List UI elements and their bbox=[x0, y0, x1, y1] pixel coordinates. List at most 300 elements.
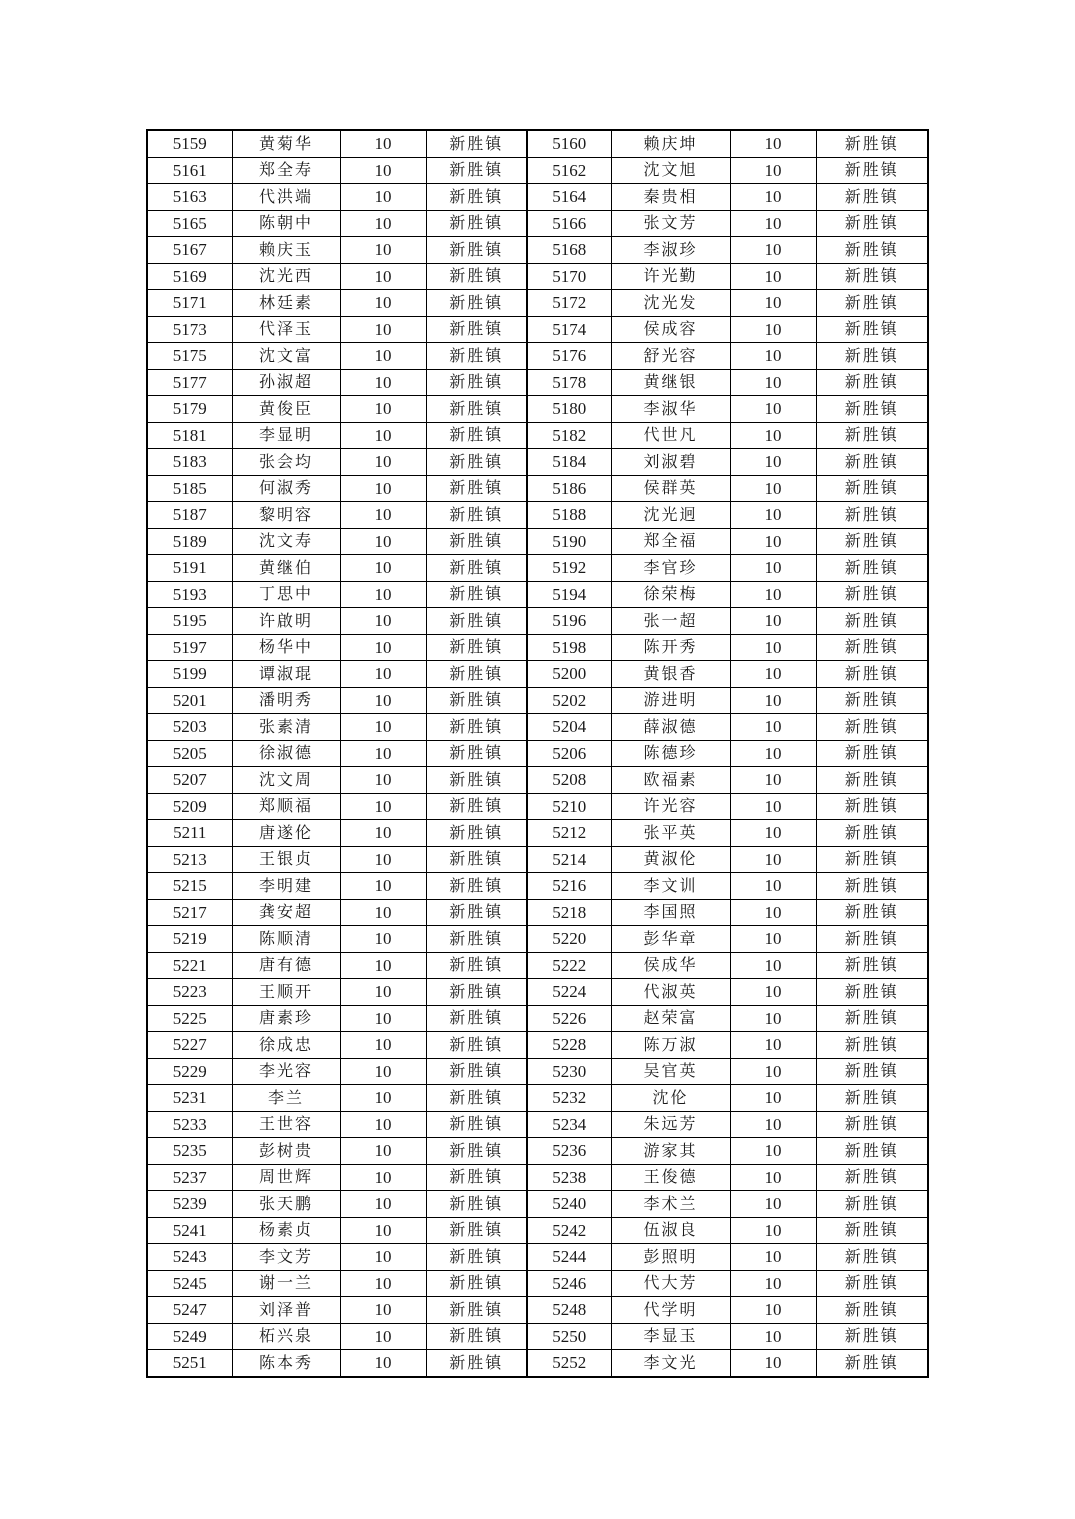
table-row bbox=[147, 210, 928, 237]
right-id-cell: 5208 bbox=[527, 767, 611, 794]
right-id-cell: 5244 bbox=[527, 1244, 611, 1271]
right-town-cell: 新胜镇 bbox=[816, 820, 928, 847]
left-name-cell: 李兰 bbox=[232, 1085, 340, 1112]
table-row bbox=[147, 1058, 928, 1085]
right-id-cell: 5180 bbox=[527, 396, 611, 423]
right-id-cell: 5164 bbox=[527, 184, 611, 211]
right-amount-cell: 10 bbox=[730, 634, 816, 661]
right-id-cell: 5212 bbox=[527, 820, 611, 847]
right-id-cell: 5182 bbox=[527, 422, 611, 449]
right-id-cell: 5188 bbox=[527, 502, 611, 529]
right-amount-cell: 10 bbox=[730, 1164, 816, 1191]
right-town-cell: 新胜镇 bbox=[816, 263, 928, 290]
right-id-cell: 5246 bbox=[527, 1270, 611, 1297]
left-id-cell: 5237 bbox=[147, 1164, 232, 1191]
left-id-cell: 5217 bbox=[147, 899, 232, 926]
table-row bbox=[147, 820, 928, 847]
left-amount-cell: 10 bbox=[340, 634, 426, 661]
left-amount-cell: 10 bbox=[340, 1297, 426, 1324]
right-name-cell: 沈光迥 bbox=[611, 502, 730, 529]
left-name-cell: 彭树贵 bbox=[232, 1138, 340, 1165]
right-town-cell: 新胜镇 bbox=[816, 793, 928, 820]
right-town-cell: 新胜镇 bbox=[816, 1297, 928, 1324]
left-name-cell: 许啟明 bbox=[232, 608, 340, 635]
right-town-cell: 新胜镇 bbox=[816, 184, 928, 211]
left-name-cell: 王银贞 bbox=[232, 846, 340, 873]
right-town-cell: 新胜镇 bbox=[816, 1005, 928, 1032]
left-id-cell: 5191 bbox=[147, 555, 232, 582]
left-town-cell: 新胜镇 bbox=[426, 157, 527, 184]
left-id-cell: 5187 bbox=[147, 502, 232, 529]
right-amount-cell: 10 bbox=[730, 343, 816, 370]
left-name-cell: 谭淑琨 bbox=[232, 661, 340, 688]
left-name-cell: 黄继伯 bbox=[232, 555, 340, 582]
right-town-cell: 新胜镇 bbox=[816, 1270, 928, 1297]
right-amount-cell: 10 bbox=[730, 528, 816, 555]
table-row bbox=[147, 952, 928, 979]
left-amount-cell: 10 bbox=[340, 1005, 426, 1032]
right-amount-cell: 10 bbox=[730, 926, 816, 953]
table-row bbox=[147, 1032, 928, 1059]
left-town-cell: 新胜镇 bbox=[426, 608, 527, 635]
right-amount-cell: 10 bbox=[730, 1111, 816, 1138]
left-name-cell: 陈顺清 bbox=[232, 926, 340, 953]
left-town-cell: 新胜镇 bbox=[426, 926, 527, 953]
left-id-cell: 5189 bbox=[147, 528, 232, 555]
right-id-cell: 5232 bbox=[527, 1085, 611, 1112]
left-name-cell: 周世辉 bbox=[232, 1164, 340, 1191]
right-name-cell: 吴官英 bbox=[611, 1058, 730, 1085]
left-amount-cell: 10 bbox=[340, 952, 426, 979]
left-id-cell: 5185 bbox=[147, 475, 232, 502]
table-row bbox=[147, 1297, 928, 1324]
right-amount-cell: 10 bbox=[730, 714, 816, 741]
right-town-cell: 新胜镇 bbox=[816, 449, 928, 476]
table-row bbox=[147, 343, 928, 370]
right-amount-cell: 10 bbox=[730, 369, 816, 396]
right-town-cell: 新胜镇 bbox=[816, 1111, 928, 1138]
left-town-cell: 新胜镇 bbox=[426, 1191, 527, 1218]
right-amount-cell: 10 bbox=[730, 952, 816, 979]
table-row bbox=[147, 687, 928, 714]
right-id-cell: 5192 bbox=[527, 555, 611, 582]
left-name-cell: 谢一兰 bbox=[232, 1270, 340, 1297]
left-town-cell: 新胜镇 bbox=[426, 502, 527, 529]
left-id-cell: 5175 bbox=[147, 343, 232, 370]
left-town-cell: 新胜镇 bbox=[426, 184, 527, 211]
left-town-cell: 新胜镇 bbox=[426, 661, 527, 688]
table-row bbox=[147, 237, 928, 264]
left-town-cell: 新胜镇 bbox=[426, 634, 527, 661]
right-id-cell: 5220 bbox=[527, 926, 611, 953]
table-row bbox=[147, 661, 928, 688]
table-row bbox=[147, 157, 928, 184]
right-amount-cell: 10 bbox=[730, 502, 816, 529]
table-row bbox=[147, 1270, 928, 1297]
left-town-cell: 新胜镇 bbox=[426, 555, 527, 582]
right-town-cell: 新胜镇 bbox=[816, 1032, 928, 1059]
table-row bbox=[147, 1323, 928, 1350]
table-row bbox=[147, 555, 928, 582]
right-town-cell: 新胜镇 bbox=[816, 952, 928, 979]
right-name-cell: 黄银香 bbox=[611, 661, 730, 688]
left-id-cell: 5169 bbox=[147, 263, 232, 290]
right-id-cell: 5186 bbox=[527, 475, 611, 502]
left-amount-cell: 10 bbox=[340, 528, 426, 555]
table-row bbox=[147, 130, 928, 157]
left-amount-cell: 10 bbox=[340, 1085, 426, 1112]
left-id-cell: 5181 bbox=[147, 422, 232, 449]
left-amount-cell: 10 bbox=[340, 1058, 426, 1085]
left-amount-cell: 10 bbox=[340, 873, 426, 900]
right-name-cell: 李淑珍 bbox=[611, 237, 730, 264]
left-name-cell: 李光容 bbox=[232, 1058, 340, 1085]
right-amount-cell: 10 bbox=[730, 608, 816, 635]
left-name-cell: 孙淑超 bbox=[232, 369, 340, 396]
right-amount-cell: 10 bbox=[730, 687, 816, 714]
table-row bbox=[147, 899, 928, 926]
right-name-cell: 徐荣梅 bbox=[611, 581, 730, 608]
right-name-cell: 薛淑德 bbox=[611, 714, 730, 741]
right-id-cell: 5204 bbox=[527, 714, 611, 741]
right-id-cell: 5166 bbox=[527, 210, 611, 237]
left-amount-cell: 10 bbox=[340, 979, 426, 1006]
left-id-cell: 5209 bbox=[147, 793, 232, 820]
left-id-cell: 5229 bbox=[147, 1058, 232, 1085]
left-id-cell: 5225 bbox=[147, 1005, 232, 1032]
left-amount-cell: 10 bbox=[340, 767, 426, 794]
right-name-cell: 沈文旭 bbox=[611, 157, 730, 184]
right-id-cell: 5160 bbox=[527, 130, 611, 157]
left-id-cell: 5203 bbox=[147, 714, 232, 741]
left-name-cell: 丁思中 bbox=[232, 581, 340, 608]
table-row bbox=[147, 714, 928, 741]
left-id-cell: 5239 bbox=[147, 1191, 232, 1218]
table-row bbox=[147, 846, 928, 873]
right-id-cell: 5240 bbox=[527, 1191, 611, 1218]
right-amount-cell: 10 bbox=[730, 873, 816, 900]
left-name-cell: 黄俊臣 bbox=[232, 396, 340, 423]
right-town-cell: 新胜镇 bbox=[816, 237, 928, 264]
right-amount-cell: 10 bbox=[730, 263, 816, 290]
right-amount-cell: 10 bbox=[730, 1217, 816, 1244]
right-town-cell: 新胜镇 bbox=[816, 210, 928, 237]
left-id-cell: 5183 bbox=[147, 449, 232, 476]
table-row bbox=[147, 793, 928, 820]
left-id-cell: 5193 bbox=[147, 581, 232, 608]
right-amount-cell: 10 bbox=[730, 157, 816, 184]
right-amount-cell: 10 bbox=[730, 1058, 816, 1085]
right-name-cell: 沈伦 bbox=[611, 1085, 730, 1112]
left-amount-cell: 10 bbox=[340, 449, 426, 476]
table-row bbox=[147, 1244, 928, 1271]
right-amount-cell: 10 bbox=[730, 184, 816, 211]
right-amount-cell: 10 bbox=[730, 1323, 816, 1350]
right-town-cell: 新胜镇 bbox=[816, 740, 928, 767]
right-town-cell: 新胜镇 bbox=[816, 502, 928, 529]
left-name-cell: 何淑秀 bbox=[232, 475, 340, 502]
left-town-cell: 新胜镇 bbox=[426, 449, 527, 476]
right-id-cell: 5248 bbox=[527, 1297, 611, 1324]
right-name-cell: 游进明 bbox=[611, 687, 730, 714]
right-amount-cell: 10 bbox=[730, 820, 816, 847]
left-name-cell: 陈本秀 bbox=[232, 1350, 340, 1377]
left-name-cell: 黎明容 bbox=[232, 502, 340, 529]
right-name-cell: 李文光 bbox=[611, 1350, 730, 1377]
left-amount-cell: 10 bbox=[340, 608, 426, 635]
table-row bbox=[147, 608, 928, 635]
right-amount-cell: 10 bbox=[730, 1244, 816, 1271]
left-name-cell: 龚安超 bbox=[232, 899, 340, 926]
right-id-cell: 5210 bbox=[527, 793, 611, 820]
right-name-cell: 李淑华 bbox=[611, 396, 730, 423]
left-amount-cell: 10 bbox=[340, 1217, 426, 1244]
right-town-cell: 新胜镇 bbox=[816, 130, 928, 157]
right-amount-cell: 10 bbox=[730, 1138, 816, 1165]
right-amount-cell: 10 bbox=[730, 979, 816, 1006]
left-town-cell: 新胜镇 bbox=[426, 873, 527, 900]
table-row bbox=[147, 767, 928, 794]
right-name-cell: 李术兰 bbox=[611, 1191, 730, 1218]
left-amount-cell: 10 bbox=[340, 1323, 426, 1350]
table-row bbox=[147, 1350, 928, 1377]
right-name-cell: 彭照明 bbox=[611, 1244, 730, 1271]
left-town-cell: 新胜镇 bbox=[426, 820, 527, 847]
table-row bbox=[147, 475, 928, 502]
right-town-cell: 新胜镇 bbox=[816, 1058, 928, 1085]
right-id-cell: 5196 bbox=[527, 608, 611, 635]
table-row bbox=[147, 396, 928, 423]
table-row bbox=[147, 422, 928, 449]
left-town-cell: 新胜镇 bbox=[426, 740, 527, 767]
right-name-cell: 伍淑良 bbox=[611, 1217, 730, 1244]
table-row bbox=[147, 316, 928, 343]
left-name-cell: 徐淑德 bbox=[232, 740, 340, 767]
left-town-cell: 新胜镇 bbox=[426, 290, 527, 317]
table-row bbox=[147, 369, 928, 396]
right-name-cell: 欧福素 bbox=[611, 767, 730, 794]
left-name-cell: 张会均 bbox=[232, 449, 340, 476]
table-row bbox=[147, 634, 928, 661]
left-town-cell: 新胜镇 bbox=[426, 1217, 527, 1244]
left-id-cell: 5243 bbox=[147, 1244, 232, 1271]
left-id-cell: 5223 bbox=[147, 979, 232, 1006]
right-town-cell: 新胜镇 bbox=[816, 581, 928, 608]
left-name-cell: 李明建 bbox=[232, 873, 340, 900]
left-town-cell: 新胜镇 bbox=[426, 767, 527, 794]
left-name-cell: 张天鹏 bbox=[232, 1191, 340, 1218]
left-town-cell: 新胜镇 bbox=[426, 714, 527, 741]
right-amount-cell: 10 bbox=[730, 210, 816, 237]
right-id-cell: 5172 bbox=[527, 290, 611, 317]
right-amount-cell: 10 bbox=[730, 1032, 816, 1059]
right-town-cell: 新胜镇 bbox=[816, 1085, 928, 1112]
right-town-cell: 新胜镇 bbox=[816, 687, 928, 714]
left-id-cell: 5207 bbox=[147, 767, 232, 794]
table-row bbox=[147, 581, 928, 608]
left-town-cell: 新胜镇 bbox=[426, 422, 527, 449]
right-name-cell: 张一超 bbox=[611, 608, 730, 635]
left-name-cell: 沈光西 bbox=[232, 263, 340, 290]
roster-table bbox=[146, 129, 929, 1378]
left-name-cell: 沈文富 bbox=[232, 343, 340, 370]
left-amount-cell: 10 bbox=[340, 1191, 426, 1218]
left-town-cell: 新胜镇 bbox=[426, 1164, 527, 1191]
right-name-cell: 陈万淑 bbox=[611, 1032, 730, 1059]
right-amount-cell: 10 bbox=[730, 130, 816, 157]
left-id-cell: 5233 bbox=[147, 1111, 232, 1138]
right-amount-cell: 10 bbox=[730, 899, 816, 926]
left-id-cell: 5215 bbox=[147, 873, 232, 900]
table-row bbox=[147, 926, 928, 953]
left-amount-cell: 10 bbox=[340, 343, 426, 370]
right-town-cell: 新胜镇 bbox=[816, 846, 928, 873]
left-id-cell: 5161 bbox=[147, 157, 232, 184]
left-amount-cell: 10 bbox=[340, 422, 426, 449]
right-id-cell: 5162 bbox=[527, 157, 611, 184]
left-amount-cell: 10 bbox=[340, 237, 426, 264]
left-name-cell: 陈朝中 bbox=[232, 210, 340, 237]
right-town-cell: 新胜镇 bbox=[816, 396, 928, 423]
right-town-cell: 新胜镇 bbox=[816, 873, 928, 900]
right-amount-cell: 10 bbox=[730, 1191, 816, 1218]
left-name-cell: 郑顺福 bbox=[232, 793, 340, 820]
right-id-cell: 5224 bbox=[527, 979, 611, 1006]
table-row bbox=[147, 979, 928, 1006]
left-town-cell: 新胜镇 bbox=[426, 343, 527, 370]
right-amount-cell: 10 bbox=[730, 237, 816, 264]
right-name-cell: 李显玉 bbox=[611, 1323, 730, 1350]
left-id-cell: 5163 bbox=[147, 184, 232, 211]
left-town-cell: 新胜镇 bbox=[426, 396, 527, 423]
right-name-cell: 张平英 bbox=[611, 820, 730, 847]
right-name-cell: 许光容 bbox=[611, 793, 730, 820]
left-amount-cell: 10 bbox=[340, 740, 426, 767]
left-amount-cell: 10 bbox=[340, 899, 426, 926]
left-name-cell: 唐有德 bbox=[232, 952, 340, 979]
left-town-cell: 新胜镇 bbox=[426, 979, 527, 1006]
right-town-cell: 新胜镇 bbox=[816, 422, 928, 449]
left-id-cell: 5171 bbox=[147, 290, 232, 317]
right-name-cell: 代大芳 bbox=[611, 1270, 730, 1297]
left-id-cell: 5251 bbox=[147, 1350, 232, 1377]
right-town-cell: 新胜镇 bbox=[816, 475, 928, 502]
left-id-cell: 5221 bbox=[147, 952, 232, 979]
left-id-cell: 5165 bbox=[147, 210, 232, 237]
table-row bbox=[147, 449, 928, 476]
right-id-cell: 5206 bbox=[527, 740, 611, 767]
right-amount-cell: 10 bbox=[730, 661, 816, 688]
right-name-cell: 黄淑伦 bbox=[611, 846, 730, 873]
left-town-cell: 新胜镇 bbox=[426, 237, 527, 264]
left-amount-cell: 10 bbox=[340, 396, 426, 423]
right-amount-cell: 10 bbox=[730, 740, 816, 767]
left-name-cell: 唐遂伦 bbox=[232, 820, 340, 847]
right-amount-cell: 10 bbox=[730, 449, 816, 476]
left-name-cell: 柘兴泉 bbox=[232, 1323, 340, 1350]
left-id-cell: 5231 bbox=[147, 1085, 232, 1112]
right-id-cell: 5242 bbox=[527, 1217, 611, 1244]
left-name-cell: 赖庆玉 bbox=[232, 237, 340, 264]
left-amount-cell: 10 bbox=[340, 926, 426, 953]
left-amount-cell: 10 bbox=[340, 1244, 426, 1271]
right-town-cell: 新胜镇 bbox=[816, 1323, 928, 1350]
right-amount-cell: 10 bbox=[730, 1085, 816, 1112]
left-amount-cell: 10 bbox=[340, 714, 426, 741]
left-id-cell: 5241 bbox=[147, 1217, 232, 1244]
right-name-cell: 黄继银 bbox=[611, 369, 730, 396]
left-id-cell: 5249 bbox=[147, 1323, 232, 1350]
left-id-cell: 5159 bbox=[147, 130, 232, 157]
left-name-cell: 徐成忠 bbox=[232, 1032, 340, 1059]
left-town-cell: 新胜镇 bbox=[426, 1085, 527, 1112]
right-name-cell: 李文训 bbox=[611, 873, 730, 900]
left-id-cell: 5219 bbox=[147, 926, 232, 953]
left-town-cell: 新胜镇 bbox=[426, 528, 527, 555]
right-amount-cell: 10 bbox=[730, 1297, 816, 1324]
right-id-cell: 5236 bbox=[527, 1138, 611, 1165]
left-amount-cell: 10 bbox=[340, 157, 426, 184]
right-amount-cell: 10 bbox=[730, 555, 816, 582]
right-id-cell: 5170 bbox=[527, 263, 611, 290]
right-id-cell: 5168 bbox=[527, 237, 611, 264]
left-amount-cell: 10 bbox=[340, 793, 426, 820]
right-id-cell: 5176 bbox=[527, 343, 611, 370]
right-town-cell: 新胜镇 bbox=[816, 1164, 928, 1191]
right-name-cell: 代淑英 bbox=[611, 979, 730, 1006]
left-name-cell: 杨华中 bbox=[232, 634, 340, 661]
left-id-cell: 5197 bbox=[147, 634, 232, 661]
right-town-cell: 新胜镇 bbox=[816, 661, 928, 688]
left-id-cell: 5227 bbox=[147, 1032, 232, 1059]
right-town-cell: 新胜镇 bbox=[816, 343, 928, 370]
right-name-cell: 游家其 bbox=[611, 1138, 730, 1165]
table-row bbox=[147, 1005, 928, 1032]
right-amount-cell: 10 bbox=[730, 581, 816, 608]
right-id-cell: 5222 bbox=[527, 952, 611, 979]
right-town-cell: 新胜镇 bbox=[816, 926, 928, 953]
left-name-cell: 林廷素 bbox=[232, 290, 340, 317]
left-id-cell: 5235 bbox=[147, 1138, 232, 1165]
left-town-cell: 新胜镇 bbox=[426, 316, 527, 343]
left-town-cell: 新胜镇 bbox=[426, 846, 527, 873]
right-town-cell: 新胜镇 bbox=[816, 979, 928, 1006]
left-amount-cell: 10 bbox=[340, 1138, 426, 1165]
right-name-cell: 赖庆坤 bbox=[611, 130, 730, 157]
right-town-cell: 新胜镇 bbox=[816, 899, 928, 926]
left-town-cell: 新胜镇 bbox=[426, 1005, 527, 1032]
right-town-cell: 新胜镇 bbox=[816, 369, 928, 396]
left-name-cell: 李显明 bbox=[232, 422, 340, 449]
left-town-cell: 新胜镇 bbox=[426, 1350, 527, 1377]
right-name-cell: 张文芳 bbox=[611, 210, 730, 237]
right-town-cell: 新胜镇 bbox=[816, 714, 928, 741]
right-name-cell: 李官珍 bbox=[611, 555, 730, 582]
left-town-cell: 新胜镇 bbox=[426, 687, 527, 714]
table-row bbox=[147, 1085, 928, 1112]
right-id-cell: 5200 bbox=[527, 661, 611, 688]
table-row bbox=[147, 184, 928, 211]
right-id-cell: 5198 bbox=[527, 634, 611, 661]
left-name-cell: 王世容 bbox=[232, 1111, 340, 1138]
left-amount-cell: 10 bbox=[340, 661, 426, 688]
left-id-cell: 5205 bbox=[147, 740, 232, 767]
right-name-cell: 王俊德 bbox=[611, 1164, 730, 1191]
left-amount-cell: 10 bbox=[340, 184, 426, 211]
left-town-cell: 新胜镇 bbox=[426, 475, 527, 502]
right-name-cell: 赵荣富 bbox=[611, 1005, 730, 1032]
right-id-cell: 5252 bbox=[527, 1350, 611, 1377]
